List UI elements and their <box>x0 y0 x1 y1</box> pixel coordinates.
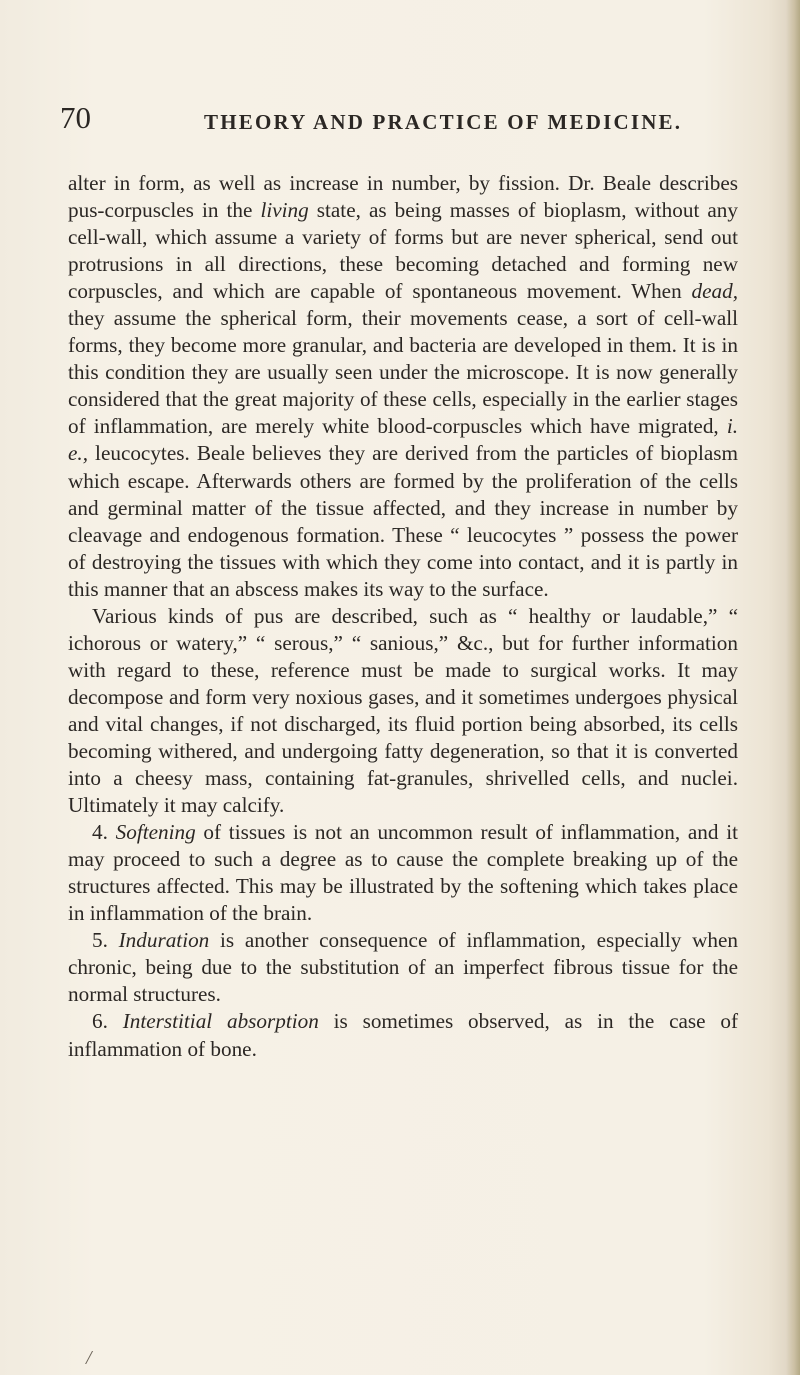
stray-ink-mark: / <box>86 1347 92 1369</box>
emphasis-living: living <box>260 198 309 223</box>
emphasis-dead: dead, <box>691 279 738 304</box>
item-number: 5. <box>92 928 119 953</box>
emphasis-ie: i. e., <box>68 414 738 466</box>
body-text <box>68 170 738 1063</box>
paragraph-kinds-of-pus: Various kinds of pus are described, such as “ healthy or laudable,” “ ichorous or watery,” “ serous,” “ sanious,” &c., but for further information with regard to these, reference must be made to surgical works. It may decompose and form very noxious gases, and it sometimes undergoes physical and vital changes, if not discharged, its fluid portion being absorbed, its cells becoming withered, and undergoing fatty degeneration, so that it is converted into a cheesy mass, containing fat-granules, shrivelled cells, and nuclei. Ultimately it may calcify. <box>68 603 738 818</box>
paragraph-softening <box>68 819 738 927</box>
text-run: leucocytes. Beale believes they are derived from the particles of bioplasm which escape. Afterwards others are formed by the proliferation of the cells and germinal matter of the tissue affected, and they increase in number by cleavage and endogenous formation. These “ leucocytes ” possess the power of destroying the tissues with which they come into contact, and it is partly in this manner that an abscess makes its way to the surface. <box>68 441 738 601</box>
text-run: is sometimes observed, as in the case of inflammation of bone. <box>68 1009 739 1061</box>
paragraph-induration <box>68 927 738 1008</box>
term-interstitial-absorption: Interstitial absorption <box>122 1009 319 1034</box>
running-head: THEORY AND PRACTICE OF MEDICINE. <box>204 110 683 134</box>
page-number: 70 <box>60 100 91 135</box>
paragraph-interstitial-absorption <box>68 1008 738 1062</box>
term-softening: Softening <box>115 820 196 845</box>
term-induration: Induration <box>118 928 210 953</box>
text-run: of tissues is not an uncommon result of inflammation, and it may proceed to such a degree as to cause the complete breaking up of the structures affected. This may be illustrated by the softening which takes place in inflammation of the brain. <box>68 820 739 926</box>
item-number: 4. <box>92 820 116 845</box>
page-header <box>60 100 760 142</box>
text-run: they assume the spherical form, their movements cease, a sort of cell-wall forms, they become more granular, and bacteria are developed in them. It is in this condition they are usually seen under the microscope. It is now generally considered that the great majority of these cells, especially in the earlier stages of inflammation, are merely white blood-corpuscles which have migrated, <box>68 306 738 439</box>
paragraph-pus-corpuscles <box>68 170 738 603</box>
page-edge-shadow <box>786 0 800 1375</box>
text-run: state, as being masses of bioplasm, without any cell-wall, which assume a variety of forms but are never spherical, send out protrusions in all directions, these becoming detached and forming new corpuscles, and which are capable of spontaneous movement. When <box>68 198 738 304</box>
text-run: alter in form, as well as increase in number, by fission. Dr. Beale describes pus-corpuscles in the <box>68 171 738 223</box>
text-run: is another consequence of inflammation, especially when chronic, being due to the substitution of an imperfect fibrous tissue for the normal structures. <box>68 928 738 1007</box>
item-number: 6. <box>92 1009 123 1034</box>
